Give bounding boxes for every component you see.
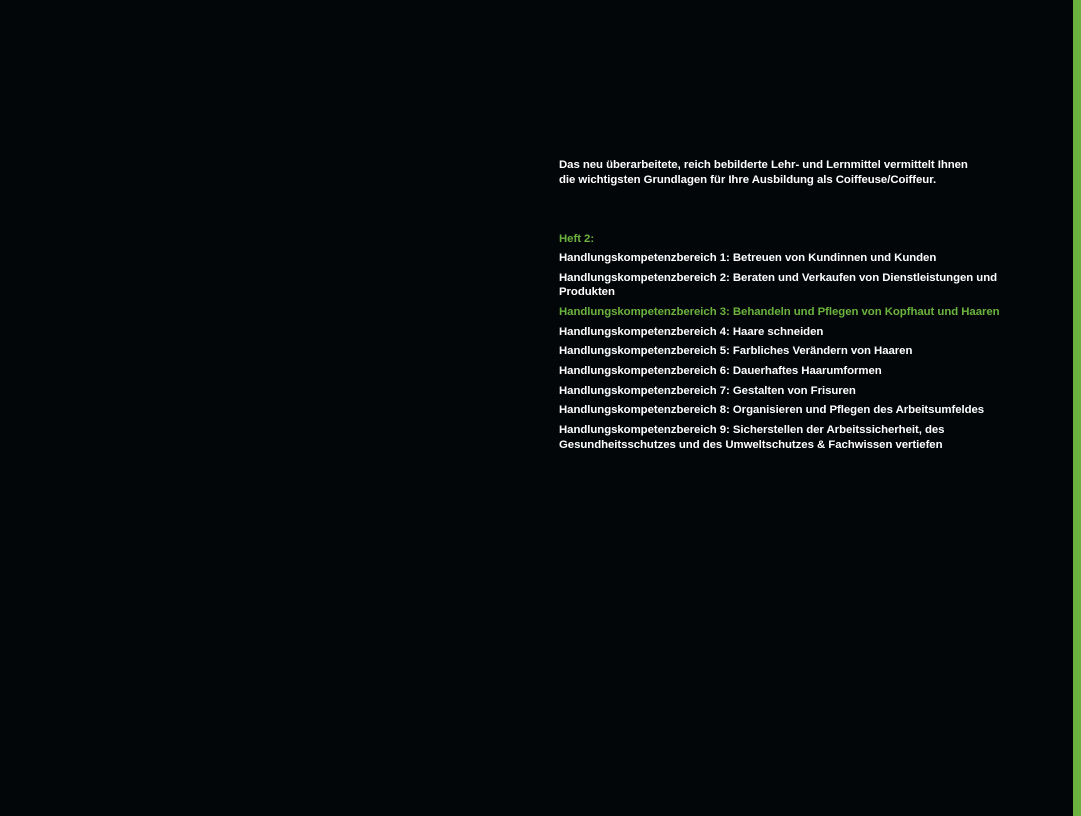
competence-area-item: Handlungskompetenzbereich 3: Behandeln und Pflegen von Kopfhaut und Haaren <box>559 305 1000 318</box>
intro-paragraph: Das neu überarbeitete, reich bebilderte Lehr- und Lernmittel vermittelt Ihnen die wichtigsten Grundlagen für Ihre Ausbildung als Coiffeuse/Coiffeur. <box>559 159 968 186</box>
competence-area-item: Handlungskompetenzbereich 8: Organisieren und Pflegen des Arbeitsumfeldes <box>559 404 985 417</box>
text-column <box>559 158 1004 451</box>
competence-area-list <box>559 251 1004 457</box>
competence-area-item: Handlungskompetenzbereich 4: Haare schneiden <box>559 325 824 338</box>
heft-label: Heft 2: <box>559 233 595 245</box>
competence-area-item: Handlungskompetenzbereich 7: Gestalten von Frisuren <box>559 384 856 397</box>
green-edge-bar <box>1073 0 1081 816</box>
competence-area-item: Handlungskompetenzbereich 5: Farbliches Verändern von Haaren <box>559 345 913 358</box>
competence-area-item: Handlungskompetenzbereich 6: Dauerhaftes Haarumformen <box>559 364 882 377</box>
competence-area-item: Handlungskompetenzbereich 1: Betreuen von Kundinnen und Kunden <box>559 252 937 264</box>
competence-area-item: Handlungskompetenzbereich 2: Beraten und Verkaufen von Dienstleistungen und Produkten <box>559 271 998 299</box>
competence-area-item: Handlungskompetenzbereich 9: Sicherstellen der Arbeitssicherheit, des Gesundheitsschutzes und des Umweltschutzes & Fachwissen vertiefen <box>559 424 945 451</box>
